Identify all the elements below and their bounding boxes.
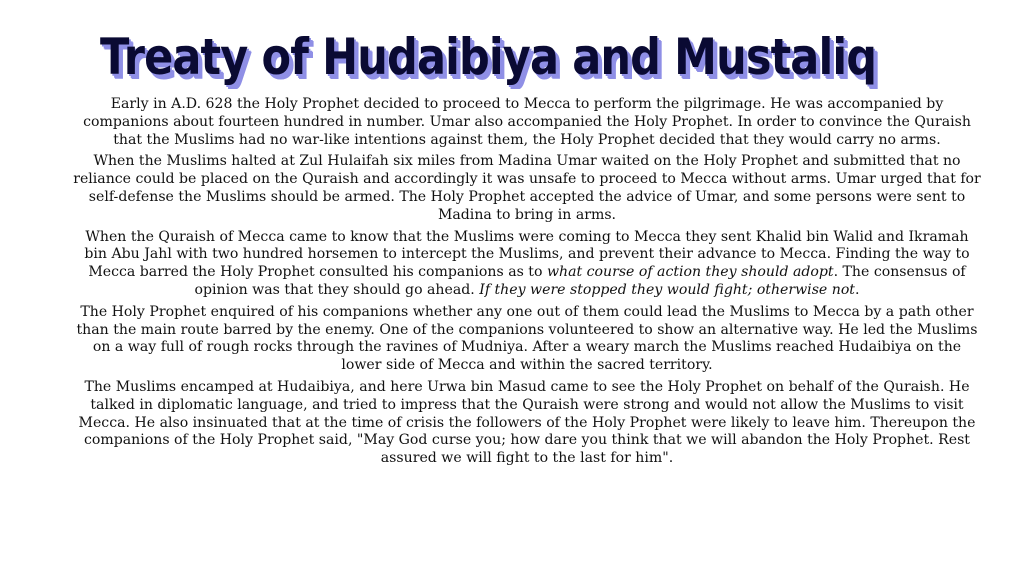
paragraph-1: Early in A.D. 628 the Holy Prophet decided to proceed to Mecca to perform the pilgrimage. He was accompanied by companions about fourteen hundred in number. Umar also accompanied the Holy Prophet. In order to convince the Quraish that the Muslims had no war-like intentions against them, the Holy Prophet decided that they would carry no arms. xyxy=(83,96,971,148)
paragraph-2: When the Muslims halted at Zul Hulaifah six miles from Madina Umar waited on the Holy Prophet and submitted that no reliance could be placed on the Quraish and accordingly it was unsafe to proceed to Mecca without arms. Umar urged that for self-defense the Muslims should be armed. The Holy Prophet accepted the advice of Umar, and some persons were sent to Madina to bring in arms. xyxy=(73,153,981,223)
paragraph-3-text-after: . xyxy=(854,281,860,298)
slide-title: Treaty of Hudaibiya and Mustaliq xyxy=(100,28,877,86)
paragraph-3-italic-decision: If they were stopped they would fight; otherwise not xyxy=(479,281,855,298)
paragraph-3-text-before: When the Quraish of Mecca came to know that the Muslims were coming to Mecca they sent Khalid bin Walid and Ikramah bin Abu Jahl with two hundred horsemen to intercept the Muslims, and prevent their advance to Mecca. Finding the way to Mecca barred the Holy Prophet consulted his companions as to xyxy=(84,228,970,281)
paragraph-3-text-middle: . The consensus of opinion was that they should go ahead. xyxy=(194,264,966,298)
paragraph-5: The Muslims encamped at Hudaibiya, and here Urwa bin Masud came to see the Holy Prophet on behalf of the Quraish. He talked in diplomatic language, and tried to impress that the Quraish were strong and would not allow the Muslims to visit Mecca. He also insinuated that at the time of crisis the followers of the Holy Prophet were likely to leave him. Thereupon the companions of the Holy Prophet said, "May God curse you; how dare you think that we will abandon the Holy Prophet. Rest assured we will fight to the last for him". xyxy=(78,378,976,467)
slide-body xyxy=(72,96,982,472)
paragraph-3-italic-question: what course of action they should adopt xyxy=(546,264,834,281)
paragraph-4: The Holy Prophet enquired of his companions whether any one out of them could lead the Muslims to Mecca by a path other than the main route barred by the enemy. One of the companions volunteered to show an alternative way. He led the Muslims on a way full of rough rocks through the ravines of Mudniya. After a weary march the Muslims reached Hudaibiya on the lower side of Mecca and within the sacred territory. xyxy=(76,303,978,374)
paragraph-3 xyxy=(72,229,982,300)
